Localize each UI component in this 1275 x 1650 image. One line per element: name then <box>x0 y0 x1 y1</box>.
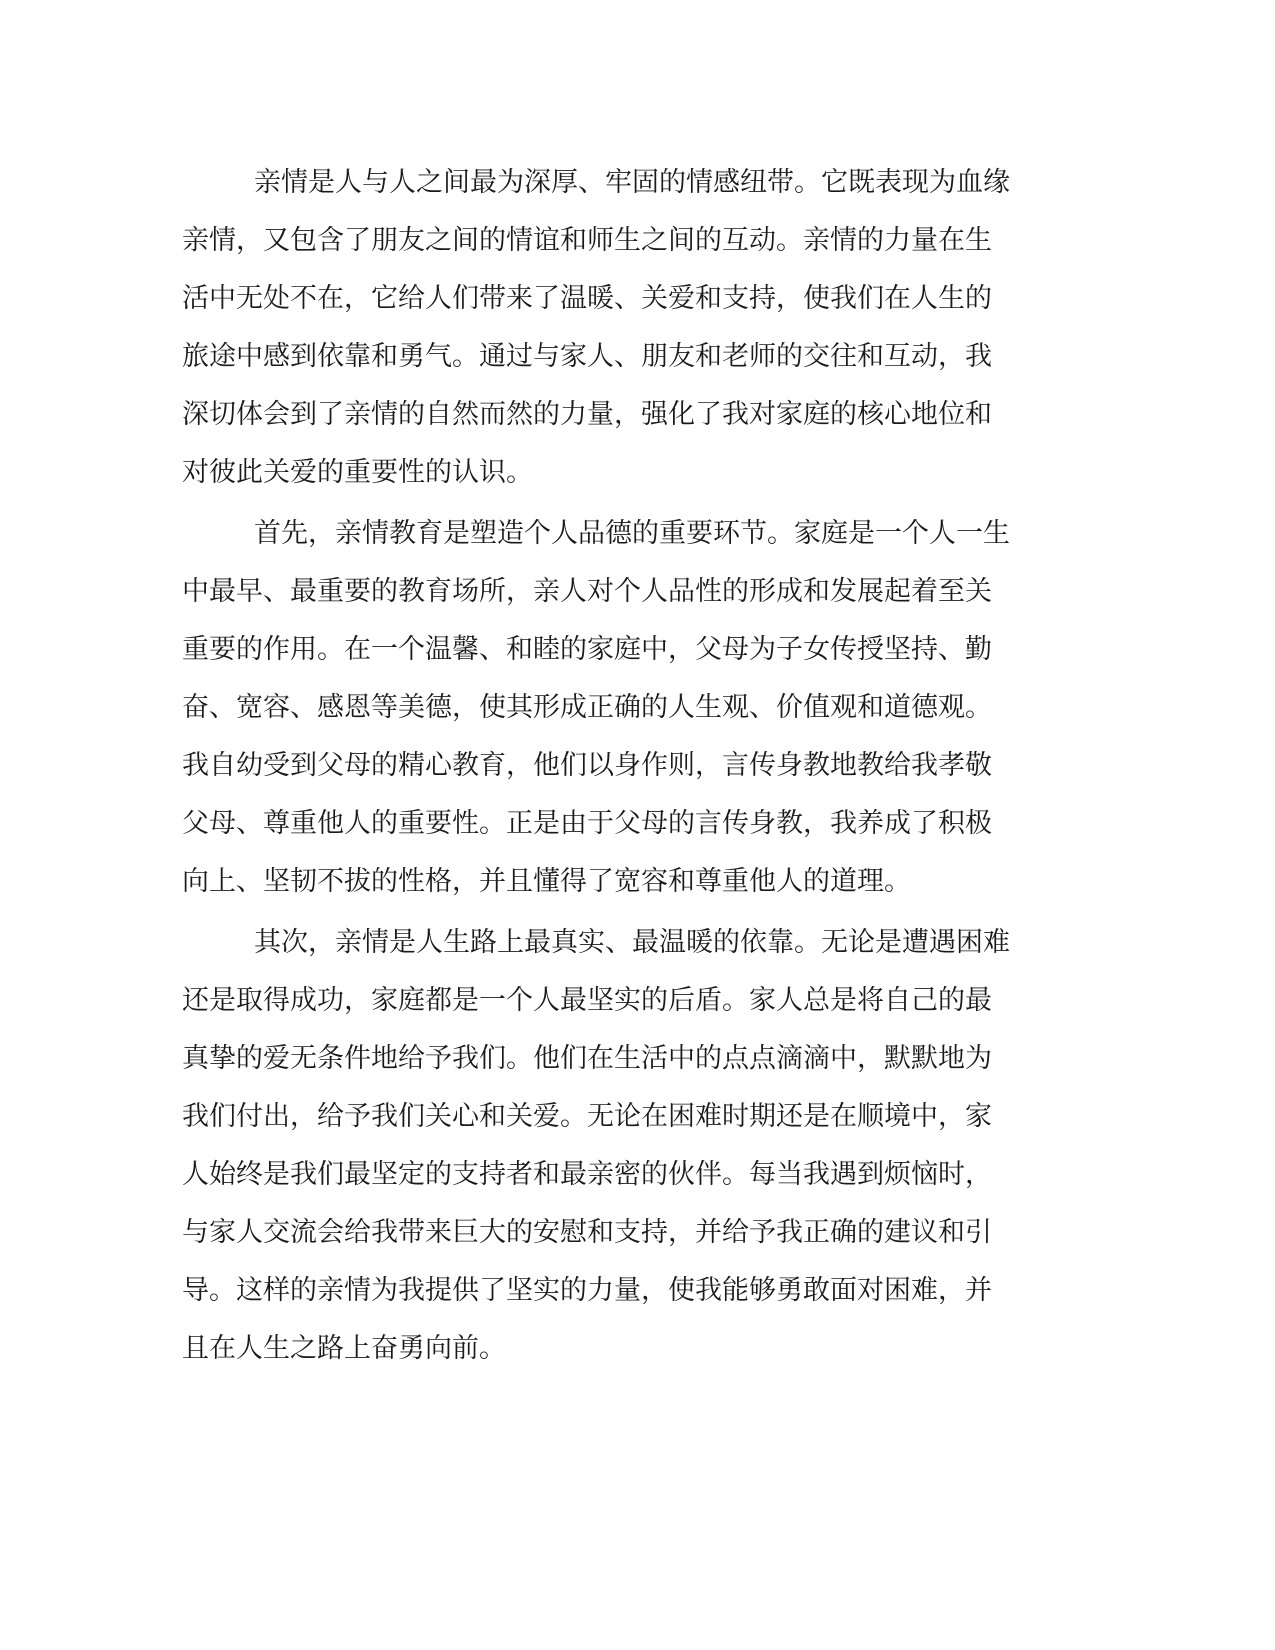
paragraph-2-line-6: 父母、尊重他人的重要性。正是由于父母的言传身教，我养成了积极 <box>182 808 992 839</box>
paragraph-3-line-4: 我们付出，给予我们关心和关爱。无论在困难时期还是在顺境中，家 <box>182 1101 992 1132</box>
paragraph-3-line-2: 还是取得成功，家庭都是一个人最坚实的后盾。家人总是将自己的最 <box>182 985 992 1016</box>
paragraph-1-line-4: 旅途中感到依靠和勇气。通过与家人、朋友和老师的交往和互动，我 <box>182 341 992 372</box>
paragraph-3-line-5: 人始终是我们最坚定的支持者和最亲密的伙伴。每当我遇到烦恼时， <box>182 1159 992 1190</box>
paragraph-3-line-1: 其次，亲情是人生路上最真实、最温暖的依靠。无论是遭遇困难 <box>254 927 1010 958</box>
paragraph-2-line-7: 向上、坚韧不拔的性格，并且懂得了宽容和尊重他人的道理。 <box>182 866 911 897</box>
paragraph-3-line-7: 导。这样的亲情为我提供了坚实的力量，使我能够勇敢面对困难，并 <box>182 1275 992 1306</box>
paragraph-2-line-1: 首先，亲情教育是塑造个人品德的重要环节。家庭是一个人一生 <box>254 518 1010 549</box>
paragraph-3-line-8: 且在人生之路上奋勇向前。 <box>182 1333 506 1364</box>
paragraph-3-line-6: 与家人交流会给我带来巨大的安慰和支持，并给予我正确的建议和引 <box>182 1217 992 1248</box>
paragraph-2-line-2: 中最早、最重要的教育场所，亲人对个人品性的形成和发展起着至关 <box>182 576 992 607</box>
paragraph-3-line-3: 真挚的爱无条件地给予我们。他们在生活中的点点滴滴中，默默地为 <box>182 1043 992 1074</box>
paragraph-2-line-3: 重要的作用。在一个温馨、和睦的家庭中，父母为子女传授坚持、勤 <box>182 634 992 665</box>
paragraph-1-line-1: 亲情是人与人之间最为深厚、牢固的情感纽带。它既表现为血缘 <box>254 167 1010 198</box>
paragraph-1-line-3: 活中无处不在，它给人们带来了温暖、关爱和支持，使我们在人生的 <box>182 283 992 314</box>
paragraph-2-line-5: 我自幼受到父母的精心教育，他们以身作则，言传身教地教给我孝敬 <box>182 750 992 781</box>
paragraph-1-line-5: 深切体会到了亲情的自然而然的力量，强化了我对家庭的核心地位和 <box>182 399 992 430</box>
paragraph-2-line-4: 奋、宽容、感恩等美德，使其形成正确的人生观、价值观和道德观。 <box>182 692 992 723</box>
paragraph-1-line-6: 对彼此关爱的重要性的认识。 <box>182 457 533 488</box>
paragraph-1-line-2: 亲情，又包含了朋友之间的情谊和师生之间的互动。亲情的力量在生 <box>182 225 992 256</box>
